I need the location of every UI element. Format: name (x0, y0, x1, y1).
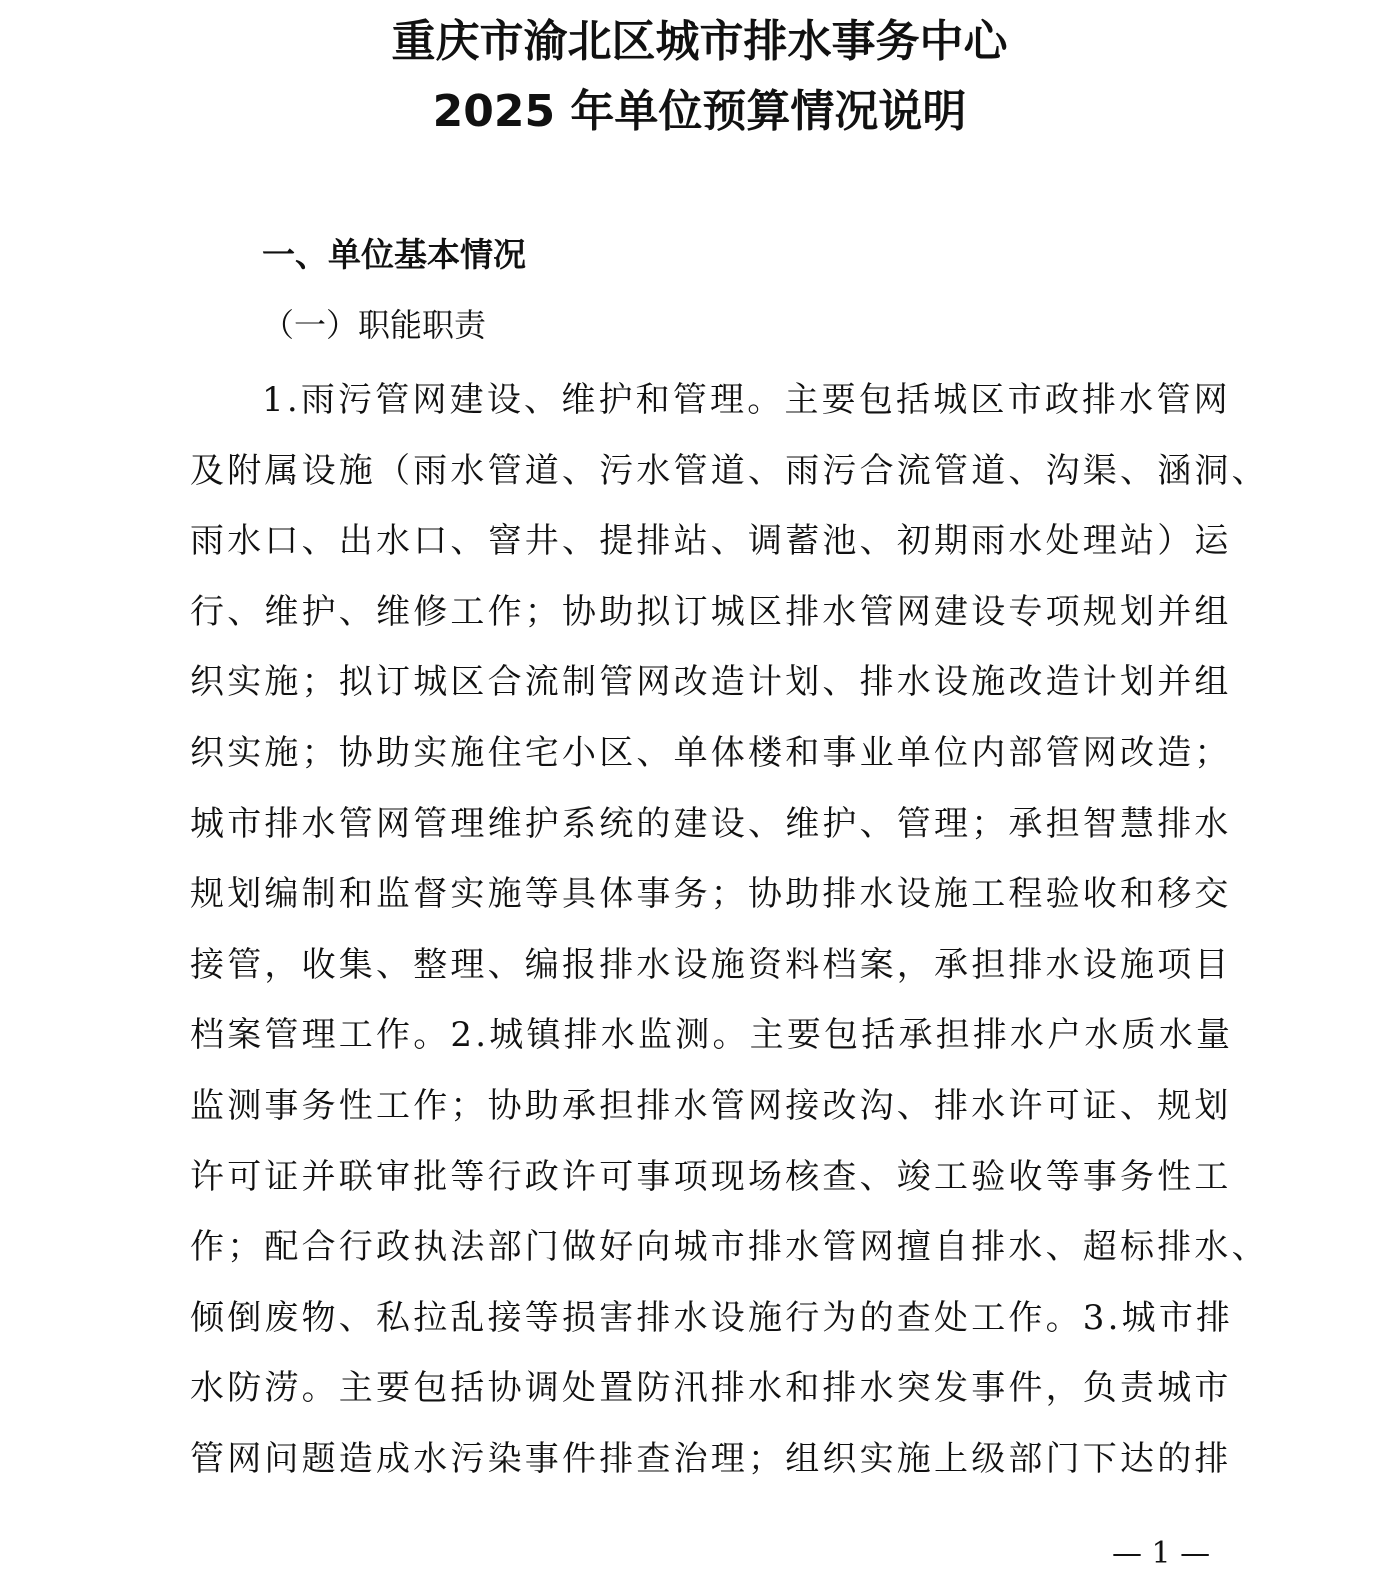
body-line: 监测事务性工作；协助承担排水管网接改沟、排水许可证、规划 (190, 1085, 1232, 1126)
body-line: 管网问题造成水污染事件排查治理；组织实施上级部门下达的排 (190, 1438, 1232, 1479)
body-line: 接管，收集、整理、编报排水设施资料档案，承担排水设施项目 (190, 944, 1232, 985)
document-title-line-1: 重庆市渝北区城市排水事务中心 (391, 16, 1008, 67)
body-line: 规划编制和监督实施等具体事务；协助排水设施工程验收和移交 (190, 874, 1232, 915)
body-line: 行、维护、维修工作；协助拟订城区排水管网建设专项规划并组 (190, 591, 1232, 632)
body-text (190, 372, 1270, 1502)
body-line: 倾倒废物、私拉乱接等损害排水设施行为的查处工作。3.城市排 (190, 1297, 1234, 1338)
section-heading: 一、单位基本情况 (262, 235, 526, 274)
body-line: 雨水口、出水口、窨井、提排站、调蓄池、初期雨水处理站）运 (190, 521, 1232, 562)
body-line: 织实施；协助实施住宅小区、单体楼和事业单位内部管网改造； (190, 732, 1232, 773)
body-line: 水防涝。主要包括协调处置防汛排水和排水突发事件，负责城市 (190, 1368, 1232, 1409)
body-line: 织实施；拟订城区合流制管网改造计划、排水设施改造计划并组 (190, 662, 1232, 703)
subsection-heading: （一）职能职责 (262, 306, 487, 344)
page-number: — 1 — (1112, 1536, 1211, 1571)
body-line: 档案管理工作。2.城镇排水监测。主要包括承担排水户水质水量 (190, 1015, 1234, 1056)
body-line: 许可证并联审批等行政许可事项现场核查、竣工验收等事务性工 (190, 1156, 1232, 1197)
body-line: 1.雨污管网建设、维护和管理。主要包括城区市政排水管网 (262, 380, 1231, 420)
document-title-line-2: 2025 年单位预算情况说明 (432, 86, 967, 137)
body-line: 城市排水管网管理维护系统的建设、维护、管理；承担智慧排水 (190, 803, 1232, 844)
body-line: 作；配合行政执法部门做好向城市排水管网擅自排水、超标排水、 (190, 1227, 1269, 1268)
body-line: 及附属设施（雨水管道、污水管道、雨污合流管道、沟渠、涵洞、 (190, 450, 1269, 491)
